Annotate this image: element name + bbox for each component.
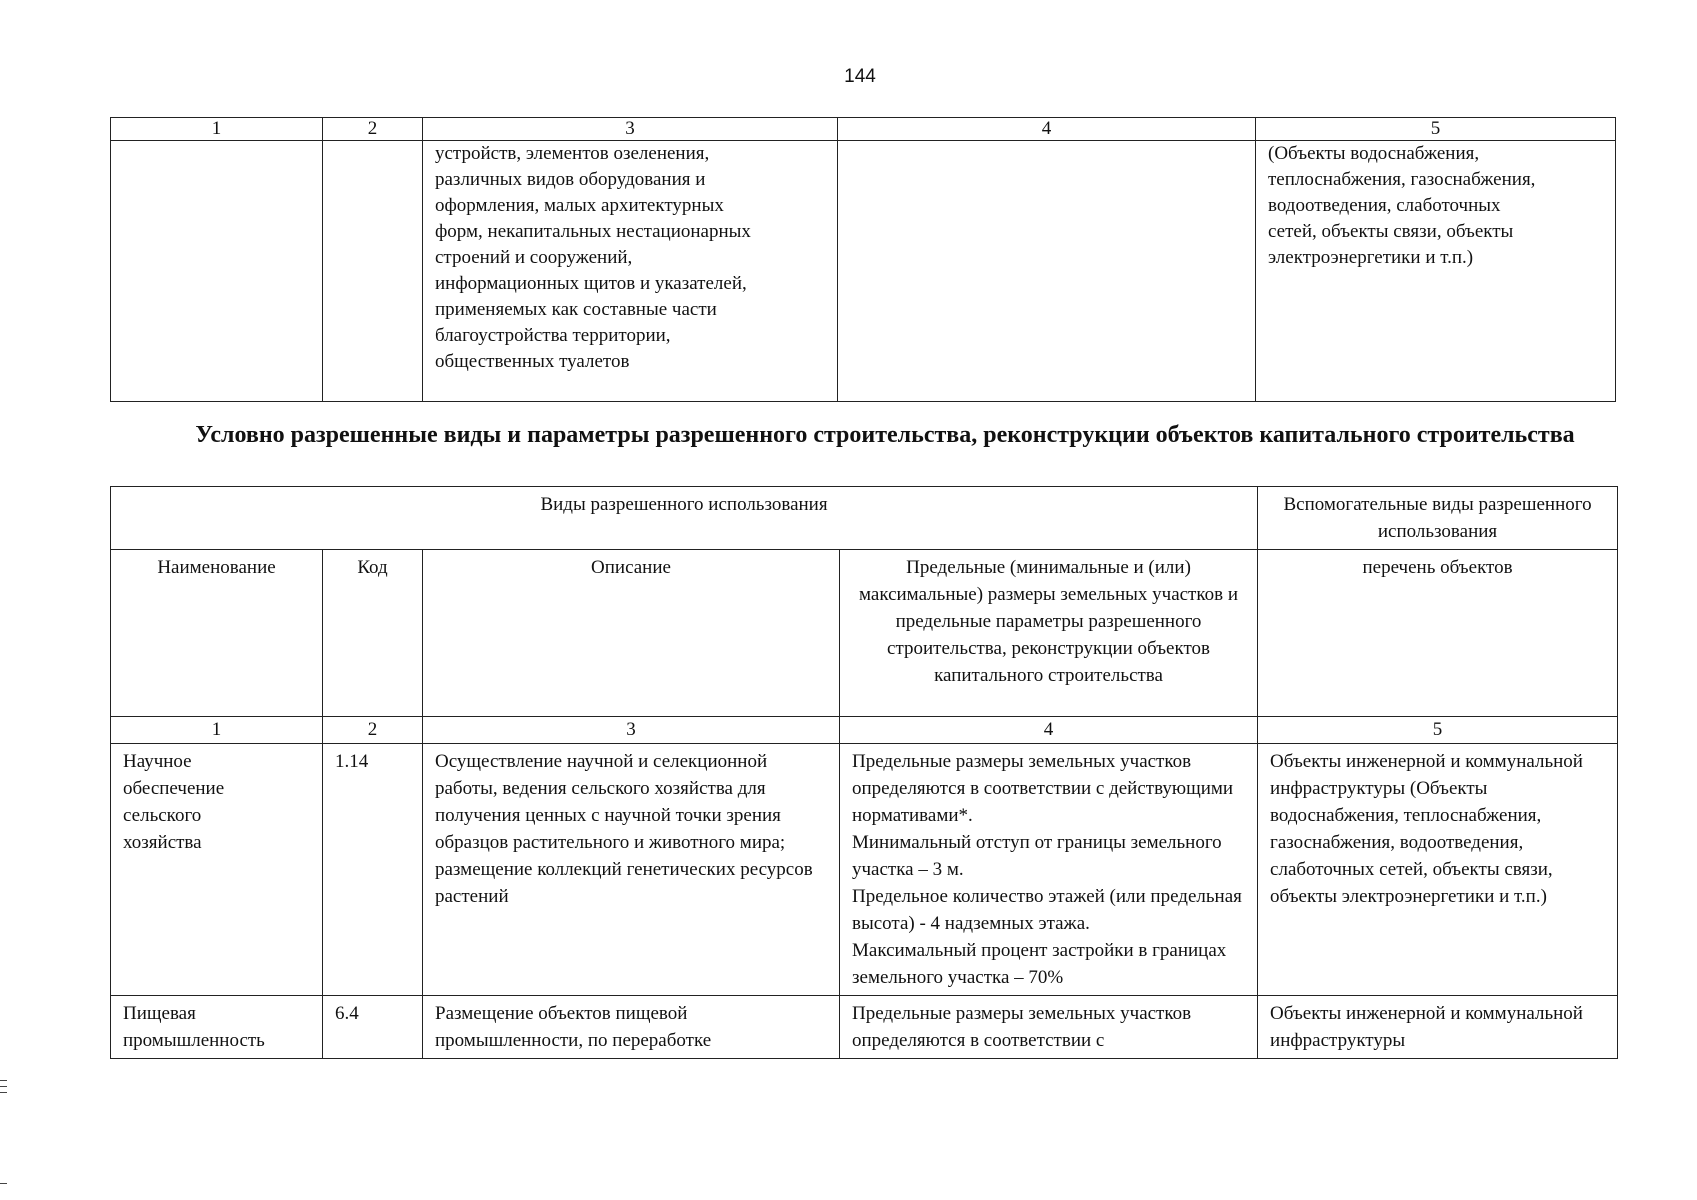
margin-mark — [0, 1092, 7, 1093]
column-number: 5 — [1256, 118, 1616, 141]
column-number: 3 — [423, 717, 840, 744]
header-col-code: Код — [323, 550, 423, 717]
cell-description: Размещение объектов пищевой промышленности, по переработке — [423, 996, 840, 1059]
column-number: 4 — [838, 118, 1256, 141]
header-col-name: Наименование — [111, 550, 323, 717]
continuation-table — [110, 117, 1616, 402]
cell-description: Осуществление научной и селекционной работы, ведения сельского хозяйства для получения ценных с научной точки зрения образцов растительного и животного мира; размещение коллекций генетических ресурсов растений — [423, 744, 840, 996]
header-col-params: Предельные (минимальные и (или) максимальные) размеры земельных участков и предельные параметры разрешенного строительства, реконструкции объектов капитального строительства — [840, 550, 1258, 717]
header-columns-row — [111, 550, 1618, 717]
margin-mark — [0, 1183, 7, 1184]
column-number: 1 — [111, 118, 323, 141]
cell-description: устройств, элементов озеленения, различных видов оборудования и оформления, малых архитектурных форм, некапитальных нестационарных строений и сооружений, информационных щитов и указателей, применяемых как составные части благоустройства территории, общественных туалетов — [423, 141, 838, 402]
conditional-uses-table — [110, 486, 1618, 1059]
cell-auxiliary: (Объекты водоснабжения, теплоснабжения, газоснабжения, водоотведения, слаботочных сетей, объекты связи, объекты электроэнергетики и т.п.) — [1256, 141, 1616, 402]
column-number-row — [111, 717, 1618, 744]
header-group-row — [111, 487, 1618, 550]
header-col-aux: перечень объектов — [1258, 550, 1618, 717]
header-aux-group: Вспомогательные виды разрешенного использования — [1258, 487, 1618, 550]
page-number: 144 — [844, 66, 876, 87]
column-number: 5 — [1258, 717, 1618, 744]
header-main-group: Виды разрешенного использования — [111, 487, 1258, 550]
cell-name: Научное обеспечение сельского хозяйства — [111, 744, 323, 996]
margin-mark — [0, 1086, 7, 1087]
cell-params — [838, 141, 1256, 402]
cell-params: Предельные размеры земельных участков определяются в соответствии с действующими нормативами*. Минимальный отступ от границы земельного участка – 3 м. Предельное количество этажей (или предельная высота) - 4 надземных этажа. Максимальный процент застройки в границах земельного участка – 70% — [840, 744, 1258, 996]
column-number: 2 — [323, 118, 423, 141]
margin-mark — [0, 1080, 7, 1081]
table-row — [111, 996, 1618, 1059]
cell-name: Пищевая промышленность — [111, 996, 323, 1059]
column-number: 2 — [323, 717, 423, 744]
header-col-description: Описание — [423, 550, 840, 717]
cell-params: Предельные размеры земельных участков определяются в соответствии с — [840, 996, 1258, 1059]
section-title: Условно разрешенные виды и параметры разрешенного строительства, реконструкции объектов капитального строительства — [195, 422, 1575, 448]
cell-code — [323, 141, 423, 402]
cell-code: 1.14 — [323, 744, 423, 996]
column-number-row — [111, 118, 1616, 141]
cell-auxiliary: Объекты инженерной и коммунальной инфраструктуры — [1258, 996, 1618, 1059]
cell-name — [111, 141, 323, 402]
cell-auxiliary: Объекты инженерной и коммунальной инфраструктуры (Объекты водоснабжения, теплоснабжения, газоснабжения, водоотведения, слаботочных сетей, объекты связи, объекты электроэнергетики и т.п.) — [1258, 744, 1618, 996]
table-row — [111, 744, 1618, 996]
table-row — [111, 141, 1616, 402]
column-number: 4 — [840, 717, 1258, 744]
column-number: 3 — [423, 118, 838, 141]
column-number: 1 — [111, 717, 323, 744]
cell-code: 6.4 — [323, 996, 423, 1059]
